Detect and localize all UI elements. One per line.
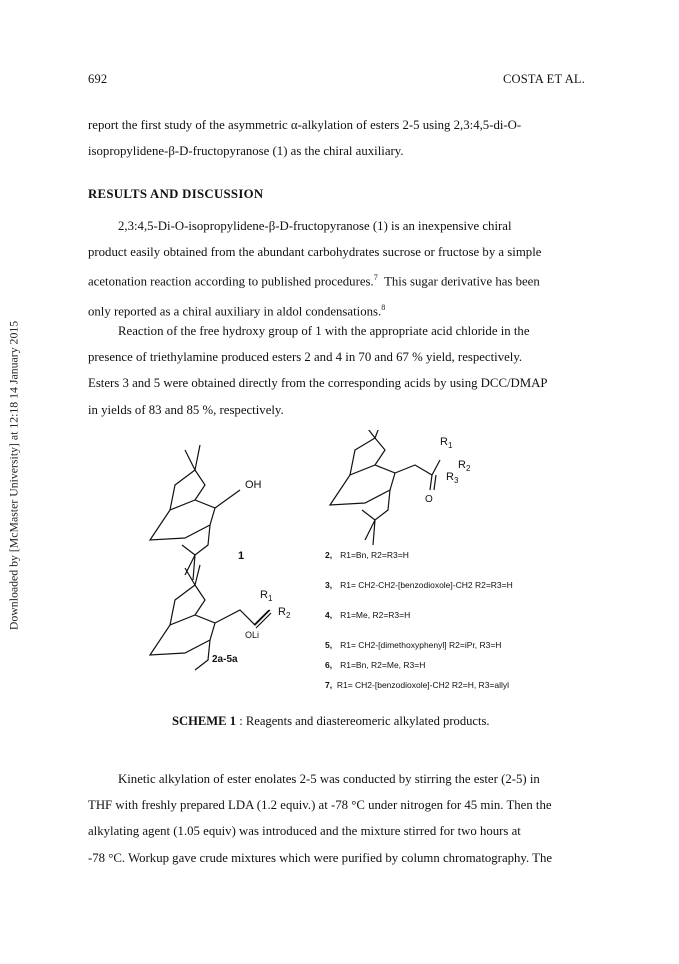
entry-3: 3, R1= CH2-CH2-[benzodioxole]-CH2 R2=R3=H [325, 580, 513, 590]
ester-carbonyl-o: O [425, 494, 433, 505]
entry-5: 5, R1= CH2-[dimethoxyphenyl] R2=iPr, R3=H [325, 640, 502, 650]
p2-line-4: in yields of 83 and 85 %, respectively. [88, 402, 284, 417]
p1-line-2: product easily obtained from the abundant carbohydrates sucrose or fructose by a simple [88, 245, 542, 260]
compound-1-label: 1 [238, 550, 245, 562]
ref-8: 8 [381, 302, 386, 312]
entry-7: 7, R1= CH2-[benzodioxole]-CH2 R2=H, R3=allyl [325, 680, 510, 690]
enolate-r1: $R_1$ [260, 589, 273, 603]
entry-4: 4, R1=Me, R2=R3=H [325, 610, 411, 620]
scheme-1-figure [140, 430, 580, 680]
results-paragraph-1 [88, 213, 588, 324]
download-watermark: Downloaded by [McMaster University] at 12:18 14 January 2015 [6, 320, 21, 631]
page-number: 692 [88, 72, 108, 86]
compound-1-structure [150, 445, 240, 580]
p3-line-2: THF with freshly prepared LDA (1.2 equiv.) at -78 °C under nitrogen for 45 min. Then the [88, 798, 552, 813]
p2-line-1: Reaction of the free hydroxy group of 1 with the appropriate acid chloride in the [118, 324, 530, 338]
p1-line-1: 2,3:4,5-Di-O-isopropylidene-β-D-fructopyranose (1) is an inexpensive chiral [118, 219, 512, 233]
p1-line-4-text: only reported as a chiral auxiliary in aldol condensations. [88, 304, 382, 319]
scheme-caption [172, 714, 490, 729]
enolate-label: 2a-5a [212, 654, 238, 665]
ester-r2: $R_2$ [458, 459, 471, 473]
ester-structure [330, 430, 440, 545]
compound-list [325, 550, 513, 670]
p3-line-4: -78 °C. Workup gave crude mixtures which were purified by column chromatography. The [88, 850, 553, 865]
p3-line-1: Kinetic alkylation of ester enolates 2-5 was conducted by stirring the ester (2-5) in [118, 772, 540, 786]
entry-6: 6, R1=Bn, R2=Me, R3=H [325, 660, 426, 670]
running-head: COSTA ET AL. [503, 72, 586, 86]
oh-label: OH [245, 479, 262, 491]
results-paragraph-2 [88, 318, 588, 423]
p2-line-3: Esters 3 and 5 were obtained directly from the corresponding acids by using DCC/DMAP [88, 376, 548, 391]
intro-line-2: isopropylidene-β-D-fructopyranose (1) as the chiral auxiliary. [88, 144, 404, 159]
p1-line-3a: acetonation reaction according to published procedures. [88, 274, 374, 289]
ester-r1: $R_1$ [440, 436, 453, 450]
p2-line-2: presence of triethylamine produced esters 2 and 4 in 70 and 67 % yield, respectively. [88, 350, 523, 365]
scheme-caption-label: SCHEME 1 [172, 714, 237, 728]
enolate-structure [150, 565, 271, 670]
section-heading: RESULTS AND DISCUSSION [88, 187, 264, 201]
entry-2: 2, R1=Bn, R2=R3=H [325, 550, 409, 560]
intro-line-1: report the first study of the asymmetric α-alkylation of esters 2-5 using 2,3:4,5-di-O- [88, 118, 522, 132]
enolate-r2: $R_2$ [278, 606, 291, 620]
results-paragraph-3 [88, 766, 588, 871]
p1-line-3b: This sugar derivative has been [384, 274, 540, 289]
ester-r3: $R_3$ [446, 471, 459, 485]
p1-line-3 [88, 265, 588, 294]
ref-7: 7 [373, 273, 378, 283]
intro-paragraph [88, 112, 588, 164]
p3-line-3: alkylating agent (1.05 equiv) was introduced and the mixture stirred for two hours at [88, 824, 521, 839]
scheme-caption-text: : Reagents and diastereomeric alkylated products. [239, 714, 490, 728]
oli-label: OLi [245, 630, 260, 640]
